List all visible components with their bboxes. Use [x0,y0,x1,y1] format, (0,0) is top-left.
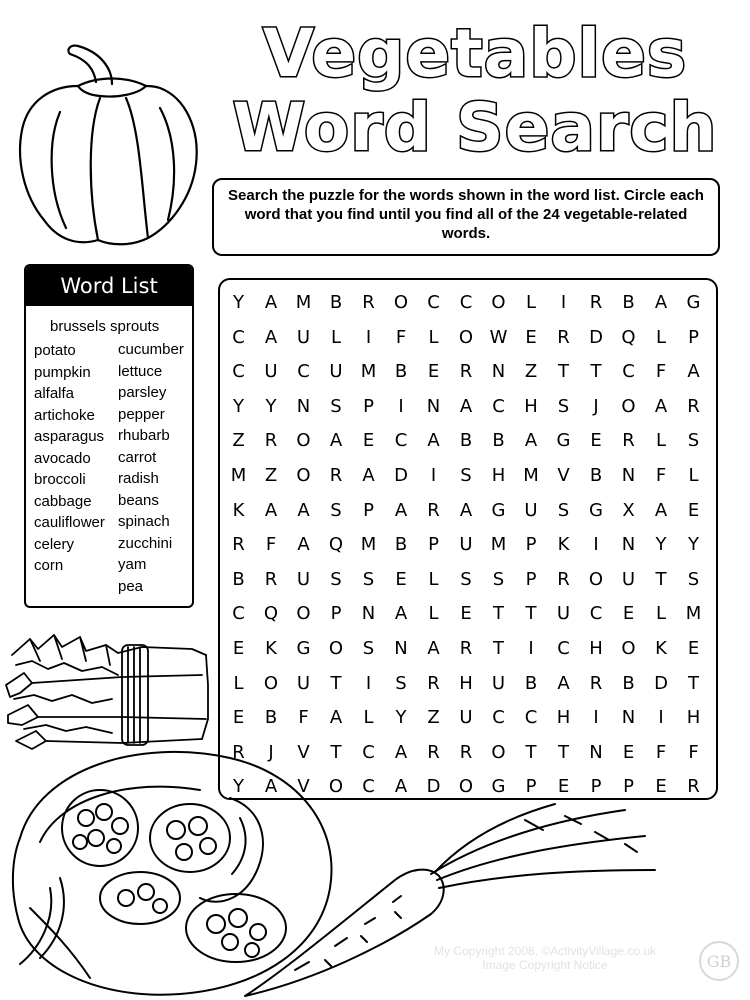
grid-cell[interactable]: T [688,672,699,694]
grid-cell[interactable]: N [491,361,506,383]
grid-cell[interactable]: A [427,638,440,659]
grid-cell[interactable]: K [557,534,570,556]
grid-cell[interactable]: C [362,776,375,798]
word-list-item: pea [118,577,144,595]
word-list-item: brussels sprouts [50,318,160,335]
grid-cell[interactable]: Y [233,395,244,417]
grid-cell[interactable]: L [428,568,439,590]
word-list-item: radish [118,470,159,487]
grid-cell[interactable]: G [589,499,603,521]
grid-cell[interactable]: A [524,430,538,452]
grid-cell[interactable]: T [558,741,569,763]
grid-cell[interactable]: H [459,672,473,694]
grid-cell[interactable]: A [394,499,408,521]
grid-cell[interactable]: M [360,361,377,383]
grid-cell[interactable]: S [687,568,700,590]
grid-cell[interactable]: E [590,430,602,452]
grid-cell[interactable]: S [362,638,375,659]
grid-cell[interactable]: A [654,292,668,313]
grid-cell[interactable]: R [264,430,278,452]
grid-cell[interactable]: S [492,568,505,590]
grid-cell[interactable]: R [557,326,570,348]
grid-cell[interactable]: E [362,430,375,452]
grid-cell[interactable]: O [491,741,506,763]
word-search-grid [220,280,716,798]
grid-cell[interactable]: P [525,534,537,556]
grid-cell[interactable]: I [593,534,599,556]
grid-cell[interactable]: T [525,603,537,625]
grid-cell[interactable]: Z [524,361,538,383]
grid-cell[interactable]: Y [688,534,699,556]
grid-cell[interactable]: N [394,638,408,659]
grid-cell[interactable]: P [428,534,439,556]
grid-cell[interactable]: L [655,603,667,625]
word-list-item: carrot [118,448,157,466]
grid-cell[interactable]: A [264,292,278,313]
word-list-column-1 [34,340,105,577]
copyright-line-2: Image Copyright Notice [482,958,608,972]
grid-cell[interactable]: D [394,465,408,486]
grid-cell[interactable]: T [655,568,667,590]
grid-cell[interactable]: F [265,534,277,556]
grid-cell[interactable]: S [557,499,570,521]
grid-cell[interactable]: X [622,499,635,521]
gb-logo-text: GB [706,952,732,971]
grid-cell[interactable]: B [589,465,603,486]
grid-cell[interactable]: O [393,292,409,313]
grid-cell[interactable]: K [655,638,667,659]
grid-cell[interactable]: O [458,326,474,348]
grid-cell[interactable]: U [524,499,538,521]
grid-cell[interactable]: Y [395,707,407,729]
grid-cell[interactable]: E [557,776,570,798]
grid-cell[interactable]: V [557,465,570,486]
grid-cell[interactable]: L [330,326,342,348]
word-list-item: cucumber [118,341,184,358]
grid-cell[interactable]: E [655,776,667,798]
grid-cell[interactable]: Q [263,603,279,625]
grid-cell[interactable]: N [621,707,636,729]
grid-cell[interactable]: A [394,741,408,763]
grid-cell[interactable]: C [394,430,408,452]
grid-cell[interactable]: N [589,741,603,763]
grid-cell[interactable]: L [233,672,244,694]
grid-cell[interactable]: E [687,499,700,521]
grid-cell[interactable]: C [589,603,603,625]
asparagus-bundle-illustration [2,625,217,755]
grid-cell[interactable]: T [525,741,537,763]
grid-cell[interactable]: C [459,292,473,313]
grid-cell[interactable]: M [295,292,312,313]
grid-cell[interactable]: B [264,707,278,729]
grid-cell[interactable]: O [588,568,604,590]
grid-cell[interactable]: I [528,638,534,659]
grid-cell[interactable]: W [489,326,508,348]
grid-cell[interactable]: E [395,568,407,590]
grid-cell[interactable]: C [232,603,245,625]
grid-cell[interactable]: F [688,741,699,763]
grid-cell[interactable]: F [655,361,667,383]
grid-cell[interactable]: S [362,568,375,590]
word-list-column-2 [118,339,184,597]
grid-cell[interactable]: A [654,499,668,521]
grid-cell[interactable]: R [687,395,700,417]
grid-cell[interactable]: R [622,430,635,452]
grid-cell[interactable]: P [525,568,537,590]
word-list-body [26,306,192,606]
grid-cell[interactable]: D [654,672,668,694]
grid-cell[interactable]: L [655,430,667,452]
grid-cell[interactable]: U [491,672,506,694]
grid-cell[interactable]: K [232,499,245,521]
word-list-item: pepper [118,405,165,423]
grid-cell[interactable]: U [296,326,311,348]
grid-cell[interactable]: Y [233,776,244,798]
grid-cell[interactable]: I [560,292,567,313]
grid-cell[interactable]: U [621,568,636,590]
grid-cell[interactable]: C [492,395,505,417]
grid-cell[interactable]: P [688,326,699,348]
grid-cell[interactable]: B [394,534,408,556]
grid-cell[interactable]: T [330,672,342,694]
grid-cell[interactable]: N [621,465,636,486]
word-list-item: rhubarb [118,427,170,444]
grid-cell[interactable]: R [459,638,473,659]
instructions-box: Search the puzzle for the words shown in the word list. Circle each word that you find until you find all of the 24 vegetable-related words. [212,178,720,256]
grid-cell[interactable]: I [593,707,599,729]
grid-cell[interactable]: O [296,603,311,625]
word-list-item: artichoke [34,406,95,424]
grid-cell[interactable]: P [590,776,602,798]
grid-cell[interactable]: R [329,465,343,486]
grid-cell[interactable]: A [394,603,408,625]
grid-cell[interactable]: E [427,361,440,383]
grid-cell[interactable]: P [623,776,634,798]
word-list-item: avocado [34,449,91,467]
grid-cell[interactable]: E [622,741,635,763]
grid-cell[interactable]: V [297,741,310,763]
bell-pepper-illustration [8,20,208,260]
grid-cell[interactable]: S [687,430,700,452]
grid-cell[interactable]: O [621,638,636,659]
grid-cell[interactable]: C [362,741,375,763]
grid-cell[interactable]: Z [232,430,245,452]
word-list-item: asparagus [34,428,105,445]
grid-cell[interactable]: B [622,672,635,694]
grid-cell[interactable]: R [557,568,570,590]
grid-cell[interactable]: B [232,568,245,590]
grid-cell[interactable]: O [296,465,311,486]
grid-cell[interactable]: A [362,465,375,486]
grid-cell[interactable]: O [458,776,474,798]
grid-cell[interactable]: D [589,326,603,348]
grid-cell[interactable]: S [395,672,407,694]
grid-cell[interactable]: U [296,568,311,590]
grid-cell[interactable]: T [590,361,602,383]
grid-cell[interactable]: I [430,465,437,486]
copyright-notice [395,944,695,972]
grid-cell[interactable]: I [365,672,372,694]
grid-cell[interactable]: P [363,499,374,521]
grid-cell[interactable]: A [329,430,343,452]
grid-cell[interactable]: R [589,292,603,313]
grid-cell[interactable]: C [232,326,245,348]
grid-cell[interactable]: R [427,672,440,694]
copyright-line-1: My Copyright 2008, ©ActivityVillage.co.uk [433,944,657,958]
grid-cell[interactable]: T [558,361,569,383]
grid-cell[interactable]: U [296,672,311,694]
grid-cell[interactable]: M [490,534,507,556]
grid-cell[interactable]: E [687,638,700,659]
grid-cell[interactable]: R [264,568,278,590]
grid-cell[interactable]: S [330,499,342,521]
grid-cell[interactable]: E [525,326,537,348]
grid-cell[interactable]: L [428,603,439,625]
grid-cell[interactable]: U [459,707,473,729]
grid-cell[interactable]: N [621,534,636,556]
grid-cell[interactable]: D [426,776,441,798]
word-search-grid-box [218,278,718,800]
grid-cell[interactable]: R [459,741,473,763]
grid-cell[interactable]: Y [265,395,277,417]
grid-cell[interactable]: A [297,499,310,521]
grid-cell[interactable]: C [622,361,635,383]
grid-cell[interactable]: J [593,395,599,417]
grid-cell[interactable]: C [524,707,538,729]
grid-cell[interactable]: G [296,638,311,659]
word-list-header: Word List [26,266,192,306]
grid-cell[interactable]: B [622,292,635,313]
grid-cell[interactable]: R [427,741,440,763]
grid-cell[interactable]: A [264,326,278,348]
grid-cell[interactable]: A [557,672,570,694]
grid-cell[interactable]: F [395,326,407,348]
grid-cell[interactable]: M [360,534,377,556]
grid-cell[interactable]: U [459,534,473,556]
grid-cell[interactable]: G [491,499,506,521]
grid-cell[interactable]: U [556,603,571,625]
grid-cell[interactable]: S [330,568,342,590]
grid-cell[interactable]: A [459,395,473,417]
grid-cell[interactable]: Q [621,326,636,348]
grid-cell[interactable]: L [525,292,537,313]
grid-cell[interactable]: U [329,361,343,383]
grid-cell[interactable]: A [264,776,278,798]
grid-cell[interactable]: R [232,534,245,556]
grid-cell[interactable]: C [427,292,440,313]
grid-cell[interactable]: P [330,603,342,625]
grid-cell[interactable]: A [264,499,278,521]
grid-cell[interactable]: B [394,361,408,383]
grid-cell[interactable]: F [298,707,309,729]
grid-cell[interactable]: I [398,395,404,417]
grid-cell[interactable]: T [330,741,342,763]
grid-cell[interactable]: A [459,499,473,521]
word-list-item: parsley [118,384,167,401]
grid-cell[interactable]: L [428,326,439,348]
grid-cell[interactable]: V [297,776,310,798]
grid-cell[interactable]: B [329,292,343,313]
grid-cell[interactable]: C [297,361,310,383]
grid-cell[interactable]: R [589,672,603,694]
grid-cell[interactable]: S [460,465,472,486]
word-list-item: beans [118,491,159,509]
grid-cell[interactable]: S [330,395,342,417]
grid-cell[interactable]: C [492,707,505,729]
grid-cell[interactable]: Z [427,707,440,729]
grid-cell[interactable]: A [297,534,310,556]
grid-cell[interactable]: M [523,465,539,486]
grid-cell[interactable]: E [232,707,245,729]
grid-cell[interactable]: C [232,361,245,383]
grid-cell[interactable]: P [525,776,537,798]
grid-cell[interactable]: S [460,568,472,590]
grid-cell[interactable]: L [688,465,699,486]
word-list-box [24,264,194,608]
grid-cell[interactable]: A [329,707,343,729]
word-list-item: alfalfa [34,385,75,402]
grid-cell[interactable]: J [268,741,274,763]
grid-cell[interactable]: P [363,395,374,417]
grid-cell[interactable]: R [459,361,473,383]
word-list-item: yam [118,556,147,573]
page-title-line-1: Vegetables [262,15,688,92]
grid-cell[interactable]: O [328,776,344,798]
grid-cell[interactable]: A [654,395,668,417]
grid-cell[interactable]: M [230,465,247,486]
word-list-item: broccoli [34,471,86,488]
grid-cell[interactable]: C [557,638,570,659]
grid-cell[interactable]: I [365,326,372,348]
grid-cell[interactable]: G [686,292,701,313]
grid-cell[interactable]: F [655,465,667,486]
grid-cell[interactable]: U [264,361,278,383]
grid-cell[interactable]: S [557,395,570,417]
grid-cell[interactable]: Q [328,534,344,556]
grid-cell[interactable]: G [491,776,506,798]
grid-cell[interactable]: E [460,603,472,625]
grid-cell[interactable]: R [362,292,375,313]
grid-cell[interactable]: R [427,499,440,521]
grid-cell[interactable]: B [492,430,505,452]
word-list-item: potato [34,342,76,359]
grid-cell[interactable]: H [589,638,603,659]
grid-cell[interactable]: N [426,395,441,417]
grid-cell[interactable]: B [524,672,538,694]
grid-cell[interactable]: N [296,395,311,417]
grid-cell[interactable]: O [263,672,279,694]
word-list-item: corn [34,557,64,574]
grid-cell[interactable]: H [686,707,701,729]
word-list-item: cabbage [34,492,92,510]
grid-cell[interactable]: A [427,430,440,452]
grid-cell[interactable]: Z [264,465,278,486]
grid-cell[interactable]: A [687,361,700,383]
grid-cell[interactable]: M [685,603,702,625]
grid-cell[interactable]: L [363,707,374,729]
gb-logo-icon [698,940,740,982]
grid-cell[interactable]: H [556,707,571,729]
grid-cell[interactable]: R [687,776,700,798]
grid-cell[interactable]: B [459,430,473,452]
word-list-item: spinach [118,513,170,530]
word-list-item: lettuce [118,362,163,380]
grid-cell[interactable]: E [232,638,245,659]
word-list-item: cauliflower [34,514,105,531]
grid-cell[interactable]: F [655,741,667,763]
grid-cell[interactable]: O [491,292,506,313]
grid-cell[interactable]: T [493,603,504,625]
grid-cell[interactable]: H [524,395,538,417]
grid-cell[interactable]: O [328,638,344,659]
word-list-item: pumpkin [34,363,91,381]
grid-cell[interactable]: N [361,603,376,625]
grid-cell[interactable]: T [493,638,504,659]
grid-cell[interactable]: E [622,603,635,625]
page-title-line-2: Word Search [232,89,718,166]
word-list-item: celery [34,535,75,553]
grid-cell[interactable]: Y [233,292,244,313]
grid-cell[interactable]: O [621,395,636,417]
grid-cell[interactable]: O [296,430,311,452]
grid-cell[interactable]: G [556,430,571,452]
grid-cell[interactable]: H [491,465,506,486]
grid-cell[interactable]: Y [655,534,667,556]
grid-cell[interactable]: L [655,326,667,348]
grid-cell[interactable]: I [658,707,664,729]
word-list-item: zucchini [118,534,173,552]
grid-cell[interactable]: R [232,741,245,763]
grid-cell[interactable]: K [265,638,277,659]
grid-cell[interactable]: A [394,776,408,798]
